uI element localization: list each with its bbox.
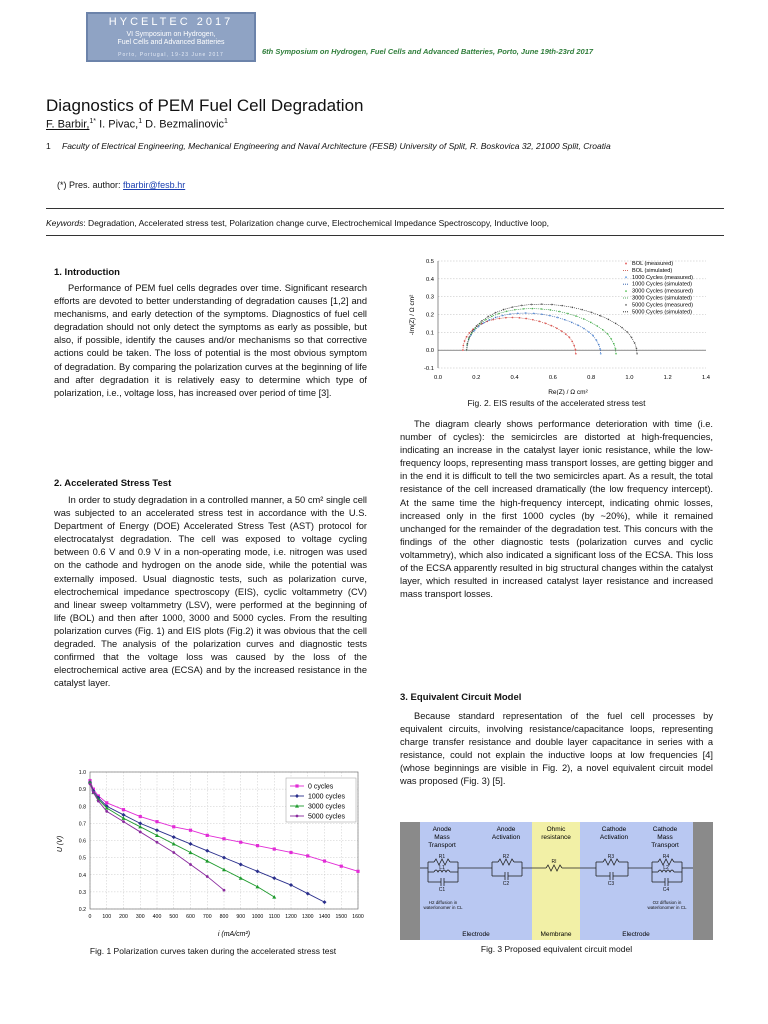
affiliation-text: Faculty of Electrical Engineering, Mechanical Engineering and Naval Architecture (FESB) University of Split, R. Boskovica 32, 21000 Split, Croatia <box>62 141 611 151</box>
fig2-legend-marker <box>625 276 627 278</box>
fig1-legend <box>286 778 356 822</box>
label-ohmic-2: resistance <box>541 834 571 841</box>
fig1-ytick-label: 0.7 <box>78 821 86 828</box>
fig1-xtick-label: 600 <box>186 914 195 920</box>
fig1-data-point <box>222 868 226 872</box>
section-1-title: 1. Introduction <box>54 267 120 278</box>
label-anode-mass-1: Anode <box>432 826 452 833</box>
fig1-data-point <box>189 850 193 854</box>
section-2-title: 2. Accelerated Stress Test <box>54 478 172 489</box>
label-c1: C1 <box>438 887 446 893</box>
divider-bottom <box>46 235 724 236</box>
fig1-data-point <box>172 842 176 846</box>
fig2-ytick-label: 0.5 <box>425 259 434 265</box>
fig1-xtick-label: 900 <box>236 914 246 920</box>
fig1-data-point <box>122 820 125 823</box>
fig2-xtick-label: 0.2 <box>472 375 481 381</box>
fig1-ytick-label: 0.2 <box>78 907 86 913</box>
section-2-discussion: The diagram clearly shows performance deterioration with time (i.e. number of cycles): the semicircles are distorted at high-frequencies, indicating an increase in the catalyst layer ionic resistance, while the low-frequency loops, representing mass transport losses, are getting bigger and in the end it is difficult to tell the two semicircles apart. As a result, the total resistance of the cell increased dramatically (the low frequency intercept). At the same time the high-frequency intercept, indicating ohmic losses, increased only in the first 1000 cycles (by ~20%), while it remained unchanged for the remainder of the degradation test. This concurs with the findings of the other diagnostic tests (polarization curves and cyclic voltammetry), which also indicated a significant loss of the ECSA. This loss of the ECSA apparently resulted in big structural changes within the catalyst layer, which resulted in increased catalyst layer resistance and increased mass transport losses. <box>400 419 713 600</box>
fig1-series-line <box>90 782 274 897</box>
fig1-data-point <box>122 808 125 811</box>
fig2-legend-label: BOL (simulated) <box>632 267 673 274</box>
author-1-sup: 1* <box>89 118 97 125</box>
keywords-label: Keywords <box>46 218 84 228</box>
fig2-legend-label: 3000 Cycles (measured) <box>632 288 693 295</box>
logo-subtitle-1: VI Symposium on Hydrogen, <box>126 31 216 38</box>
fig2-legend <box>623 261 693 315</box>
fig2-legend-marker <box>625 263 627 265</box>
fig2-xtick-label: 1.4 <box>701 375 711 381</box>
label-c4: C4 <box>662 887 670 893</box>
fig1-data-point <box>105 810 108 813</box>
logo-subtitle-2: Fuel Cells and Advanced Batteries <box>117 39 225 46</box>
fig1-data-point <box>206 875 209 878</box>
fig2-legend-marker <box>625 290 627 292</box>
fig1-data-point <box>222 856 226 860</box>
fig1-xtick-label: 1100 <box>268 914 280 920</box>
fig2-ytick-label: 0.3 <box>425 294 434 301</box>
label-cathode-mass-1: Cathode <box>652 826 678 833</box>
fig2-ylabel: -Im(Z) / Ω cm² <box>409 294 416 336</box>
fig2-series-line <box>467 309 616 354</box>
fig1-xtick-label: 1400 <box>318 914 331 920</box>
label-r3: R3 <box>607 854 615 860</box>
fig1-data-point <box>273 847 276 850</box>
fig1-xtick-label: 500 <box>169 914 179 920</box>
fig1-legend-marker <box>295 784 298 787</box>
fig2-legend-label: BOL (measured) <box>632 261 674 267</box>
label-cathode-mass-3: Transport <box>651 842 679 849</box>
label-r1: R1 <box>438 854 446 860</box>
fig1-data-point <box>323 859 326 862</box>
fig1-data-point <box>239 876 243 880</box>
fig1-data-point <box>206 834 209 837</box>
fig1-ytick-label: 0.3 <box>78 889 86 896</box>
fig2-xtick-label: 0.4 <box>510 375 519 381</box>
fig3-circuit-diagram <box>400 820 713 942</box>
fig1-xtick-label: 1300 <box>301 914 314 920</box>
fig2-ytick-label: 0.4 <box>425 276 434 283</box>
fig2-ytick-label: -0.1 <box>424 366 434 372</box>
section-3-text: Because standard representation of the fuel cell processes by equivalent circuits, involving resistance/capacitance loops, representing charge transfer resistance and double layer capacitance in series with a resistance, could not explain the inductive loops at low frequencies [4] (whose beginnings are visible in Fig. 2), a novel equivalent circuit model was proposed (Fig. 3) [5]. <box>400 711 713 787</box>
affiliation <box>46 140 706 152</box>
fig1-data-point <box>172 835 176 839</box>
fig1-data-point <box>256 844 259 847</box>
fig1-ytick-label: 0.6 <box>78 838 86 845</box>
presenting-email-link[interactable]: fbarbir@fesb.hr <box>123 180 186 190</box>
label-cathode-mass-2: Mass <box>657 834 673 841</box>
fig2-legend-marker <box>625 304 627 306</box>
fig1-ylabel: U (V) <box>57 835 64 853</box>
label-anode-mass-2: Mass <box>434 834 450 841</box>
fig1-data-point <box>239 841 242 844</box>
fig2-xtick-label: 1.2 <box>663 375 672 381</box>
label-rm: RI <box>551 859 557 865</box>
section-2-text: In order to study degradation in a controlled manner, a 50 cm² single cell was subjected to an accelerated stress test in accordance with the U.S. Department of Energy (DOE) Accelerated Stress Test (AST) protocol for electrocatalyst degradation. The cell was exposed to voltage cycling between 0.6 V and 0.9 V in a non-operating mode, i.e. nitrogen was used on the cathode and hydrogen on the anode side, while the potential was externally imposed. Usual diagnostic tests, such as polarization curve, electrochemical impedance spectroscopy (EIS), cyclic voltammetry (CV) and linear sweep voltammetry (LSV), were performed at the beginning of life (BOL) and then after 1000, 3000 and 5000 cycles. From the resulting polarization curves (Fig. 1) and EIS plots (Fig.2) it was obvious that the cell degraded. The analysis of the polarization curves and diagnostic tests confirmed that the voltage loss was caused by the loss of the electrochemical active area (ECSA) and by the increased resistance in the catalyst layer. <box>54 495 367 689</box>
fig2-legend-label: 1000 Cycles (simulated) <box>632 281 693 288</box>
keywords-text: : Degradation, Accelerated stress test, Polarization change curve, Electrochemical Impedance Spectroscopy, Inductive loop, <box>83 218 550 228</box>
label-r2: R2 <box>502 854 510 860</box>
fig2-caption: Fig. 2. EIS results of the accelerated stress test <box>467 398 646 408</box>
fig2-xtick-label: 1.0 <box>625 375 634 381</box>
logo-title: HYCELTEC 2017 <box>108 16 234 28</box>
paper-title: Diagnostics of PEM Fuel Cell Degradation <box>46 96 364 115</box>
fig1-data-point <box>289 851 292 854</box>
fig1-data-point <box>306 892 310 896</box>
fig2-legend-label: 5000 Cycles (simulated) <box>632 309 693 316</box>
label-cathode-act-2: Activation <box>599 834 629 841</box>
label-cathode-act-1: Cathode <box>601 826 627 833</box>
symposium-logo <box>86 12 256 62</box>
label-r4: R4 <box>662 854 670 860</box>
fig1-data-point <box>239 862 243 866</box>
fig1-data-point <box>139 831 142 834</box>
divider-top <box>46 208 724 209</box>
end-plate-left <box>400 822 420 940</box>
fig1-xtick-label: 800 <box>219 914 229 920</box>
author-2: I. Pivac, <box>96 118 139 131</box>
label-membrane: Membrane <box>540 931 572 938</box>
presenting-author <box>57 180 185 190</box>
fig1-xtick-label: 700 <box>202 914 212 920</box>
fig2-xtick-label: 0.0 <box>433 375 443 381</box>
fig1-data-point <box>223 889 226 892</box>
fig1-data-point <box>105 801 108 804</box>
fig1-legend-label: 3000 cycles <box>308 803 345 811</box>
fig1-data-point <box>156 841 159 844</box>
fig2-eis-chart <box>408 255 718 395</box>
fig1-xtick-label: 1600 <box>352 914 364 920</box>
author-line <box>46 118 228 131</box>
h2-diffusion-note: H2 diffusion in waterlonomer in CL <box>423 900 463 910</box>
fig1-data-point <box>172 851 175 854</box>
fig1-data-point <box>289 883 293 887</box>
fig2-xtick-label: 0.8 <box>587 375 596 381</box>
fig1-ytick-label: 1.0 <box>78 770 86 776</box>
fig1-data-point <box>189 842 193 846</box>
conference-header: 6th Symposium on Hydrogen, Fuel Cells and Advanced Batteries, Porto, June 19th-23rd 2017 <box>262 47 594 56</box>
fig1-polarization-chart <box>54 764 372 940</box>
fig1-data-point <box>205 849 209 853</box>
fig1-data-point <box>306 854 309 857</box>
fig1-data-point <box>155 828 159 832</box>
fig1-xtick-label: 200 <box>119 914 128 920</box>
label-electrode-right: Electrode <box>622 931 650 938</box>
fig2-series <box>462 303 638 354</box>
fig1-data-point <box>205 859 209 863</box>
fig1-ytick-label: 0.9 <box>78 787 86 794</box>
fig1-data-point <box>189 829 192 832</box>
end-plate-right <box>693 822 713 940</box>
fig2-legend-label: 1000 Cycles (measured) <box>632 274 693 281</box>
fig1-data-point <box>323 900 327 904</box>
fig2-legend-label: 3000 Cycles (simulated) <box>632 295 693 302</box>
section-1-text: Performance of PEM fuel cells degrades over time. Significant research efforts are devoted to better understanding of degradation causes [1,2] and mechanisms, and early detection of the symptoms. Diagnostics of fuel cell degradation should not only detect the symptoms as early as possible, but also, if possible, identify the causes and/or mechanisms so that corrective actions could be taken. The loss of potential is the most obvious symptom of degradation. By comparing the polarization curves at the beginning of life and after degradation it is relatively easy to determine which type of polarization, i.e., voltage loss, has increased over period of time [3]. <box>54 283 367 398</box>
label-anode-act-1: Anode <box>496 826 516 833</box>
fig1-legend-label: 0 cycles <box>308 783 334 791</box>
fig1-data-point <box>272 876 276 880</box>
fig1-data-point <box>97 800 100 803</box>
fig1-xlabel: i (mA/cm²) <box>217 931 251 938</box>
fig2-ytick-label: 0.0 <box>425 348 434 355</box>
label-anode-act-2: Activation <box>491 834 521 841</box>
fig2-series-line <box>467 304 637 354</box>
fig1-data-point <box>189 863 192 866</box>
author-3: D. Bezmalinovic <box>142 118 225 131</box>
fig1-data-point <box>89 783 92 786</box>
fig1-data-point <box>92 791 95 794</box>
fig1-legend-label: 5000 cycles <box>308 813 345 821</box>
fig1-data-point <box>256 885 260 889</box>
fig1-ytick-label: 0.5 <box>78 855 86 862</box>
label-anode-mass-3: Transport <box>428 842 456 849</box>
fig1-data-point <box>139 815 142 818</box>
fig1-data-point <box>172 825 175 828</box>
presenting-prefix: (*) Pres. author: <box>57 180 124 190</box>
author-2-sup: 1 <box>138 118 143 125</box>
fig1-legend-label: 1000 cycles <box>308 793 345 801</box>
fig1-data-point <box>122 813 126 817</box>
fig1-data-point <box>340 865 343 868</box>
fig1-data-point <box>155 820 158 823</box>
fig1-ytick-label: 0.4 <box>78 872 86 879</box>
fig1-xtick-label: 100 <box>102 914 112 920</box>
author-3-sup: 1 <box>224 118 228 125</box>
affiliation-mark: 1 <box>46 141 51 151</box>
label-c3: C3 <box>607 881 615 887</box>
o2-diffusion-note: O2 diffusion in waterlonomer in CL <box>647 900 687 910</box>
fig1-xtick-label: 400 <box>152 914 162 920</box>
fig1-xtick-label: 1500 <box>335 914 348 920</box>
fig1-xtick-label: 1200 <box>285 914 297 920</box>
fig1-xtick-label: 300 <box>135 914 145 920</box>
fig2-xtick-label: 0.6 <box>548 375 557 381</box>
fig1-data-point <box>138 825 142 829</box>
label-electrode-left: Electrode <box>462 931 490 938</box>
label-c2: C2 <box>502 881 510 887</box>
fig1-data-point <box>122 816 126 820</box>
fig2-xlabel: Re(Z) / Ω cm² <box>548 389 588 395</box>
keywords <box>46 218 549 228</box>
label-l2: L2 <box>663 865 669 871</box>
label-ohmic-1: Ohmic <box>546 826 566 833</box>
logo-location: Porto, Portugal, 19-23 June 2017 <box>118 52 224 58</box>
fig1-caption: Fig. 1 Polarization curves taken during the accelerated stress test <box>89 946 337 956</box>
fig1-data-point <box>138 821 142 825</box>
fig2-data-point <box>600 353 602 355</box>
fig1-data-point <box>272 895 276 899</box>
fig2-legend-label: 5000 Cycles (measured) <box>632 302 693 309</box>
fig1-ytick-label: 0.8 <box>78 804 86 811</box>
fig1-legend-marker <box>296 815 299 818</box>
fig1-data-point <box>256 869 260 873</box>
fig1-data-point <box>155 833 159 837</box>
fig2-ytick-label: 0.2 <box>425 312 434 319</box>
fig1-data-point <box>356 870 359 873</box>
fig1-xtick-label: 0 <box>88 914 92 920</box>
section-3-title: 3. Equivalent Circuit Model <box>400 692 522 703</box>
fig3-caption: Fig. 3 Proposed equivalent circuit model <box>480 944 633 954</box>
author-1: F. Barbir, <box>46 118 90 131</box>
fig1-xtick-label: 1000 <box>251 914 264 920</box>
label-l1: L1 <box>439 865 445 871</box>
fig2-ytick-label: 0.1 <box>425 330 434 337</box>
fig1-data-point <box>222 837 225 840</box>
